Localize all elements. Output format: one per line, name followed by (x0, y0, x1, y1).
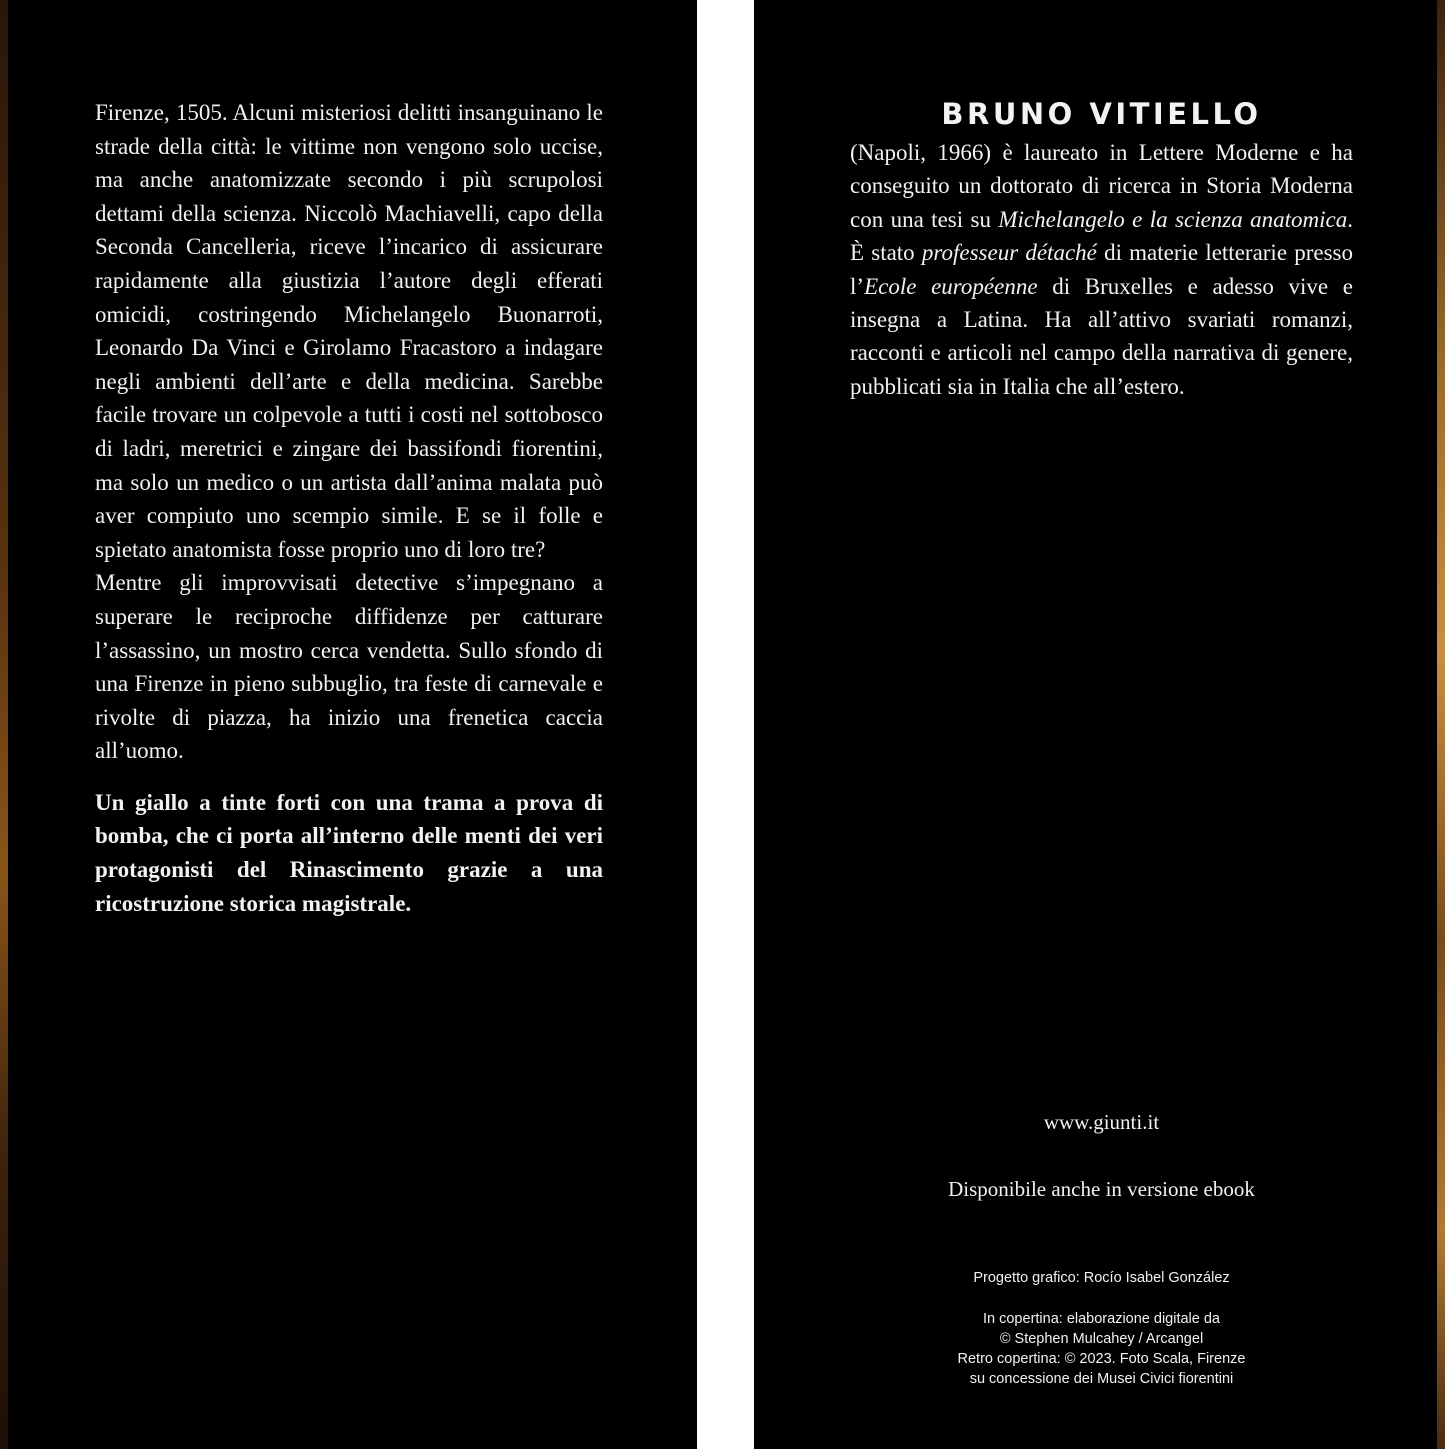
spine-gap (697, 0, 754, 1449)
cover-credit-line-1: In copertina: elaborazione digitale da (983, 1311, 1220, 1327)
bio-part-2: . È stato (850, 206, 1353, 266)
blurb-paragraph-2: Mentre gli improvvisati detective s’impegnano a superare le reciproche diffidenze per catturare l’assassino, un mostro cerca vendetta. Sullo sfondo di una Firenze in pieno subbuglio, tra feste di carnevale e rivolte di piazza, ha inizio una frenetica caccia all’uomo. (95, 570, 603, 764)
bio-role: professeur détaché (921, 240, 1097, 266)
design-credit-line: Progetto grafico: Rocío Isabel González (973, 1270, 1230, 1286)
blurb-text (95, 96, 603, 920)
ebook-note: Disponibile anche in versione ebook (948, 1177, 1255, 1201)
bio-school: Ecole européenne (864, 273, 1038, 299)
bio-part-1: (Napoli, 1966) è laureato in Lettere Moderne e ha conseguito un dottorato di ricerca in Storia Moderna con una tesi su (850, 140, 1353, 232)
back-credit-line-1: Retro copertina: © 2023. Foto Scala, Firenze (957, 1351, 1246, 1367)
cover-art-edge-right (1437, 0, 1445, 1449)
author-bio (850, 136, 1353, 403)
cover-art-edge-left (0, 0, 8, 1449)
cover-credit-line-2: © Stephen Mulcahey / Arcangel (999, 1331, 1204, 1347)
author-name: BRUNO VITIELLO (941, 97, 1262, 131)
bio-part-4: di Bruxelles e adesso vive e insegna a Latina. Ha all’attivo svariati romanzi, racconti e articoli nel campo della narrativa di genere, pubblicati sia in Italia che all’estero. (850, 273, 1353, 399)
back-credit-line-2: su concessione dei Musei Civici fiorentini (969, 1371, 1234, 1387)
bio-thesis-title: Michelangelo e la scienza anatomica (998, 206, 1348, 232)
back-cover-panel (8, 0, 697, 1449)
flap-panel (754, 0, 1437, 1449)
bio-part-3: di materie letterarie presso l’ (850, 240, 1353, 299)
publisher-website: www.giunti.it (1043, 1110, 1160, 1134)
blurb-tagline: Un giallo a tinte forti con una trama a prova di bomba, che ci porta all’interno delle menti dei veri protagonisti del Rinascimento grazie a una ricostruzione storica magistrale. (95, 789, 603, 916)
design-credit (850, 1268, 1353, 1288)
blurb-paragraph-1: Firenze, 1505. Alcuni misteriosi delitti insanguinano le strade della città: le vittime non vengono solo uccise, ma anche anatomizzate secondo i più scrupolosi dettami della scienza. Niccolò Machiavelli, capo della Seconda Cancelleria, riceve l’incarico di assicurare rapidamente alla giustizia l’autore degli efferati omicidi, costringendo Michelangelo Buonarroti, Leonardo Da Vinci e Girolamo Fracastoro a indagare negli ambienti dell’arte e della medicina. Sarebbe facile trovare un colpevole a tutti i costi nel sottobosco di ladri, meretrici e zingare dei bassifondi fiorentini, ma solo un medico o un artista dall’anima malata può aver compiuto uno scempio simile. E se il folle e spietato anatomista fosse proprio uno di loro tre? (95, 100, 603, 562)
image-credits (850, 1309, 1353, 1389)
